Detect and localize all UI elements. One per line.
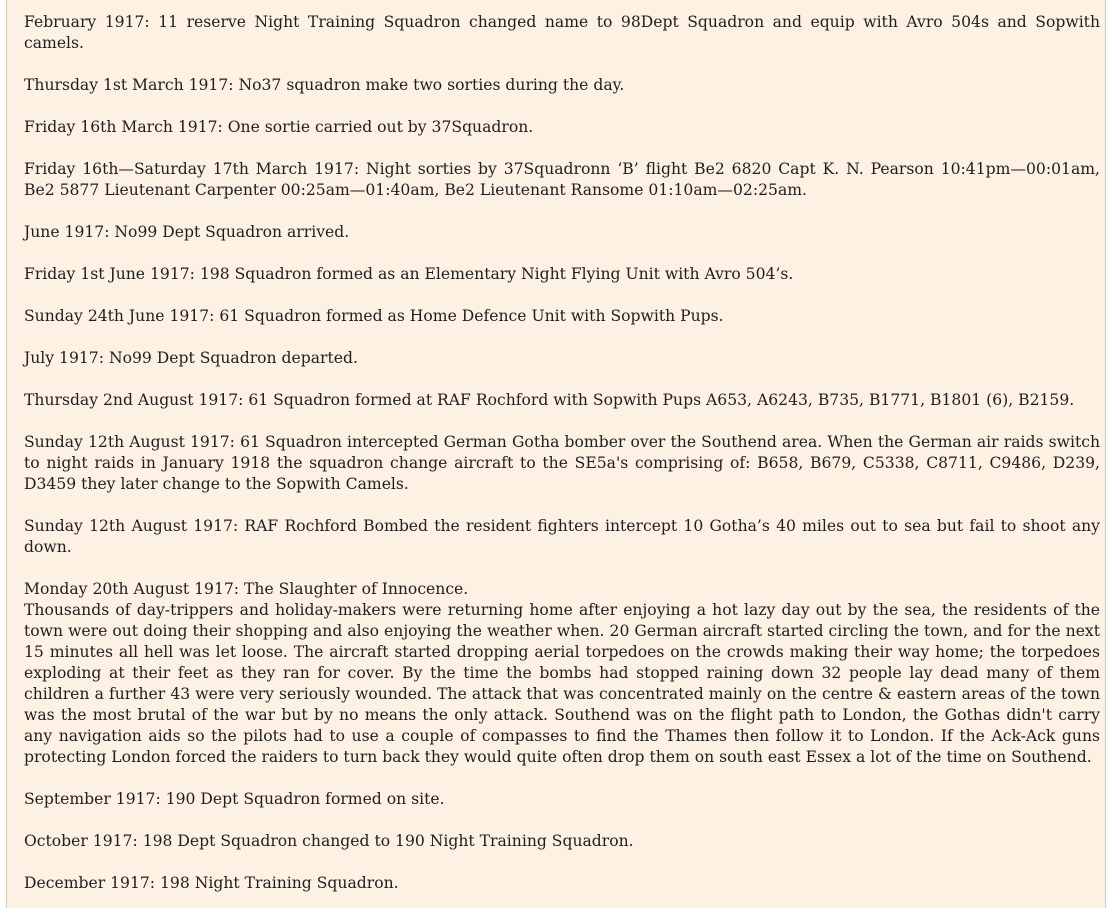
entry-12-aug-1917-gotha — [24, 432, 1100, 495]
entry-text: February 1917: 11 reserve Night Training Squadron changed name to 98Dept Squadron and equip with Avro 504s and Sopwith camels. — [24, 13, 1100, 52]
entry-text: Sunday 12th August 1917: 61 Squadron intercepted German Gotha bomber over the Southend area. When the German air raids switch to night raids in January 1918 the squadron change aircraft to the SE5a's comprising of: B658, B679, C5338, C8711, C9486, D239, D3459 they later change to the Sopwith Camels. — [24, 433, 1100, 493]
document-page — [6, 0, 1106, 908]
entry-2-aug-1917 — [24, 390, 1100, 411]
entry-oct-1917 — [24, 831, 1100, 852]
entry-text: December 1917: 198 Night Training Squadron. — [24, 874, 399, 892]
entry-24-jun-1917 — [24, 306, 1100, 327]
entry-20-aug-1917 — [24, 579, 1100, 768]
entry-text: Thursday 1st March 1917: No37 squadron make two sorties during the day. — [24, 76, 625, 94]
entry-heading: Monday 20th August 1917: The Slaughter of Innocence. — [24, 580, 469, 598]
entry-text: September 1917: 190 Dept Squadron formed on site. — [24, 790, 445, 808]
entry-16-17-mar-1917 — [24, 159, 1100, 201]
entry-text: Sunday 12th August 1917: RAF Rochford Bombed the resident fighters intercept 10 Gotha’s 40 miles out to sea but fail to shoot any down. — [24, 517, 1100, 556]
entry-feb-1917 — [24, 12, 1100, 54]
entry-16-mar-1917 — [24, 117, 1100, 138]
entry-1-jun-1917 — [24, 264, 1100, 285]
entry-text: June 1917: No99 Dept Squadron arrived. — [24, 223, 350, 241]
entry-text: October 1917: 198 Dept Squadron changed to 190 Night Training Squadron. — [24, 832, 634, 850]
entry-text: Thousands of day-trippers and holiday-makers were returning home after enjoying a hot lazy day out by the sea, the residents of the town were out doing their shopping and also enjoying the weather when. 20 German aircraft started circling the town, and for the next 15 minutes all hell was let loose. The aircraft started dropping aerial torpedoes on the crowds making their way home; the torpedoes exploding at their feet as they ran for cover. By the time the bombs had stopped raining down 32 people lay dead many of them children a further 43 were very seriously wounded. The attack that was concentrated mainly on the centre & eastern areas of the town was the most brutal of the war but by no means the only attack. Southend was on the flight path to London, the Gothas didn't carry any navigation aids so the pilots had to use a couple of compasses to find the Thames then follow it to London. If the Ack-Ack guns protecting London forced the raiders to turn back they would quite often drop them on south east Essex a lot of the time on Southend. — [24, 601, 1100, 766]
timeline-text — [24, 12, 1100, 915]
entry-12-aug-1917-rochford — [24, 516, 1100, 558]
entry-text: Friday 16th—Saturday 17th March 1917: Night sorties by 37Squadronn ‘B’ flight Be2 6820 Capt K. N. Pearson 10:41pm—00:01am, Be2 5877 Lieutenant Carpenter 00:25am—01:40am, Be2 Lieutenant Ransome 01:10am—02:25am. — [24, 160, 1100, 199]
entry-jul-1917 — [24, 348, 1100, 369]
entry-1-mar-1917 — [24, 75, 1100, 96]
entry-text: Friday 16th March 1917: One sortie carried out by 37Squadron. — [24, 118, 534, 136]
entry-sep-1917 — [24, 789, 1100, 810]
entry-text: Friday 1st June 1917: 198 Squadron formed as an Elementary Night Flying Unit with Avro 504’s. — [24, 265, 794, 283]
entry-text: Sunday 24th June 1917: 61 Squadron formed as Home Defence Unit with Sopwith Pups. — [24, 307, 724, 325]
entry-dec-1917 — [24, 873, 1100, 894]
entry-text: Thursday 2nd August 1917: 61 Squadron formed at RAF Rochford with Sopwith Pups A653, A6243, B735, B1771, B1801 (6), B2159. — [24, 391, 1075, 409]
entry-text: July 1917: No99 Dept Squadron departed. — [24, 349, 358, 367]
entry-jun-1917 — [24, 222, 1100, 243]
